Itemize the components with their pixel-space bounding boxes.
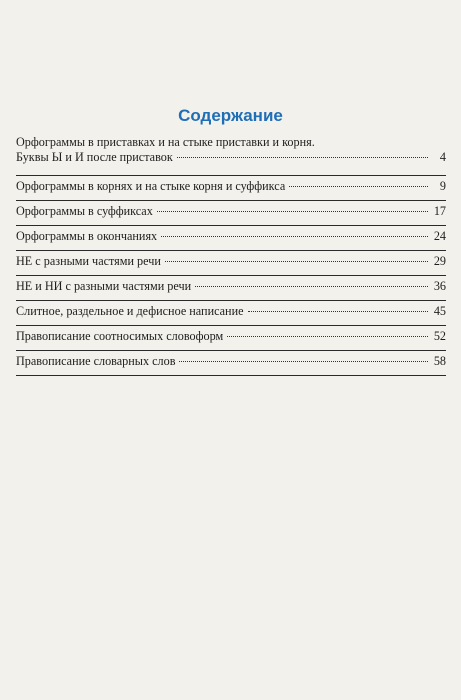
toc-page-number: 36	[433, 279, 446, 293]
toc-entry-text: НЕ и НИ с разными частями речи	[16, 279, 192, 293]
dot-leader	[179, 361, 428, 362]
table-of-contents	[16, 132, 446, 376]
toc-entry[interactable]	[16, 326, 446, 351]
toc-entry-text: Орфограммы в окончаниях	[16, 229, 158, 243]
dot-leader	[195, 286, 428, 287]
toc-page-number: 24	[433, 229, 446, 243]
dot-leader	[289, 186, 428, 187]
toc-entry-text: Орфограммы в приставках и на стыке приставки и корня.	[16, 135, 315, 149]
toc-entry-text: Слитное, раздельное и дефисное написание	[16, 304, 244, 318]
toc-page-number: 52	[433, 329, 446, 343]
toc-entry-text: Правописание словарных слов	[16, 354, 176, 368]
dot-leader	[248, 311, 428, 312]
dot-leader	[161, 236, 428, 237]
toc-page-number: 45	[433, 304, 446, 318]
toc-entry[interactable]	[16, 301, 446, 326]
dot-leader	[177, 157, 428, 158]
toc-entry-text: Орфограммы в корнях и на стыке корня и суффикса	[16, 179, 286, 193]
toc-entry-text: Правописание соотносимых словоформ	[16, 329, 224, 343]
toc-entry[interactable]	[16, 351, 446, 376]
toc-page-number: 58	[433, 354, 446, 368]
dot-leader	[165, 261, 428, 262]
toc-page-number: 29	[433, 254, 446, 268]
toc-entry[interactable]	[16, 251, 446, 276]
dot-leader	[157, 211, 428, 212]
toc-entry-text: Буквы Ы и И после приставок	[16, 150, 173, 164]
toc-entry[interactable]	[16, 276, 446, 301]
toc-entry-text: НЕ с разными частями речи	[16, 254, 161, 268]
toc-page-number: 9	[439, 179, 446, 193]
toc-page-number: 4	[439, 150, 446, 164]
dot-leader	[227, 336, 428, 337]
toc-entry[interactable]	[16, 132, 446, 176]
toc-entry[interactable]	[16, 226, 446, 251]
toc-entry[interactable]	[16, 176, 446, 201]
page-title: Содержание	[178, 106, 283, 125]
toc-entry[interactable]	[16, 201, 446, 226]
toc-entry-text: Орфограммы в суффиксах	[16, 204, 153, 218]
toc-page-number: 17	[433, 204, 446, 218]
